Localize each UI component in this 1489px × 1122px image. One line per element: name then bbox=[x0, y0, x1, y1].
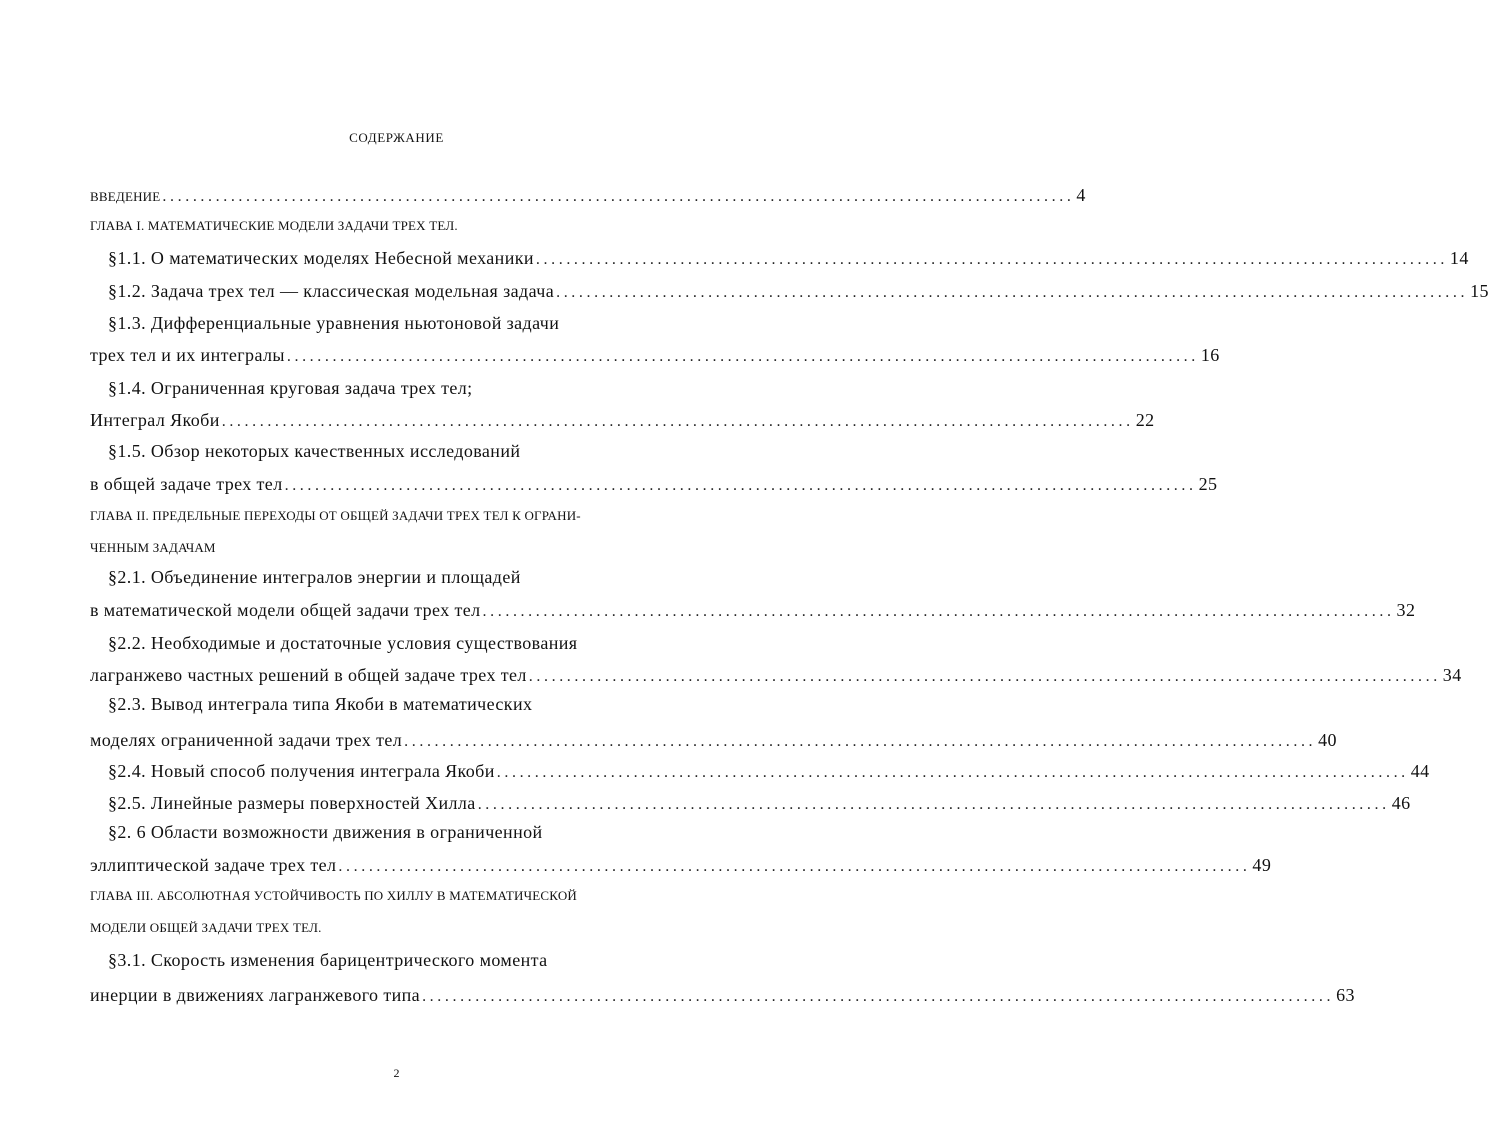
toc-row bbox=[108, 694, 713, 715]
toc-row bbox=[90, 665, 1462, 686]
dot-leader: ........................................................................................................................ bbox=[404, 733, 1317, 750]
toc-row bbox=[108, 822, 713, 843]
dot-leader: ........................................................................................................................ bbox=[528, 668, 1441, 685]
toc-row bbox=[90, 218, 713, 234]
toc-page-number: 63 bbox=[1336, 985, 1355, 1005]
page-title: СОДЕРЖАНИЕ bbox=[349, 130, 444, 145]
toc-page-number: 14 bbox=[1449, 248, 1469, 268]
toc-page-number: 4 bbox=[1076, 185, 1086, 205]
dot-leader: ........................................................................................................................ bbox=[556, 284, 1469, 301]
dot-leader: ........................................................................................................................ bbox=[482, 603, 1395, 620]
dot-leader: ........................................................................................................................ bbox=[496, 764, 1409, 781]
toc-page-number: 34 bbox=[1442, 665, 1462, 685]
dot-leader: ........................................................................................................................ bbox=[422, 988, 1335, 1005]
toc-entry-title: §2.5. Линейные размеры поверхностей Хилла bbox=[108, 793, 476, 813]
toc-entry-title: трех тел и их интегралы bbox=[90, 345, 285, 365]
toc-entry-title: §1.1. О математических моделях Небесной механики bbox=[108, 248, 534, 268]
toc-row bbox=[108, 633, 713, 654]
toc-row bbox=[108, 761, 1430, 782]
toc-row bbox=[108, 248, 1469, 269]
toc-page-number: 25 bbox=[1198, 474, 1218, 494]
toc-entry-title: МОДЕЛИ ОБЩЕЙ ЗАДАЧИ ТРЕХ ТЕЛ. bbox=[90, 920, 322, 935]
toc-row bbox=[90, 600, 1416, 621]
toc-entry-title: эллиптической задаче трех тел bbox=[90, 855, 337, 875]
toc-page-number: 44 bbox=[1410, 761, 1430, 781]
dot-leader: ........................................................................................................................ bbox=[162, 188, 1075, 205]
toc-row bbox=[90, 855, 1272, 876]
toc-entry-title: §1.2. Задача трех тел — классическая модельная задача bbox=[108, 281, 555, 301]
toc-entry-title: §1.5. Обзор некоторых качественных исследований bbox=[108, 441, 521, 461]
toc-row bbox=[108, 950, 713, 971]
toc-page-number: 16 bbox=[1200, 345, 1220, 365]
toc-entry-title: ВВЕДЕНИЕ bbox=[90, 189, 161, 204]
toc-row bbox=[90, 345, 1220, 366]
toc-row bbox=[90, 410, 1155, 431]
toc-row bbox=[108, 567, 713, 588]
toc-entry-title: ГЛАВА I. МАТЕМАТИЧЕСКИЕ МОДЕЛИ ЗАДАЧИ ТРЕХ ТЕЛ. bbox=[90, 218, 458, 233]
dot-leader: ........................................................................................................................ bbox=[221, 413, 1134, 430]
toc-entry-title: §2.1. Объединение интегралов энергии и площадей bbox=[108, 567, 521, 587]
toc-row bbox=[90, 185, 1086, 206]
dot-leader: ........................................................................................................................ bbox=[535, 251, 1448, 268]
toc-entry-title: §1.4. Ограниченная круговая задача трех тел; bbox=[108, 378, 473, 398]
toc-entry-title: лагранжево частных решений в общей задаче трех тел bbox=[90, 665, 527, 685]
toc-entry-title: в математической модели общей задачи трех тел bbox=[90, 600, 481, 620]
toc-entry-title: §2.3. Вывод интеграла типа Якоби в математических bbox=[108, 694, 533, 714]
toc-row bbox=[90, 888, 713, 904]
toc-page-number: 40 bbox=[1318, 730, 1337, 750]
toc-entry-title: ГЛАВА II. ПРЕДЕЛЬНЫЕ ПЕРЕХОДЫ ОТ ОБЩЕЙ ЗАДАЧИ ТРЕХ ТЕЛ К ОГРАНИ- bbox=[90, 508, 581, 523]
toc-entry-title: ГЛАВА III. АБСОЛЮТНАЯ УСТОЙЧИВОСТЬ ПО ХИЛЛУ В МАТЕМАТИЧЕСКОЙ bbox=[90, 888, 578, 903]
toc-row bbox=[108, 281, 1489, 302]
page-number: 2 bbox=[393, 1066, 400, 1080]
toc-row bbox=[90, 730, 1337, 751]
toc-entry-title: моделях ограниченной задачи трех тел bbox=[90, 730, 403, 750]
toc-row bbox=[108, 793, 1411, 814]
toc-row bbox=[108, 378, 713, 399]
toc-page-number: 22 bbox=[1135, 410, 1155, 430]
toc-row bbox=[90, 985, 1355, 1006]
toc-entry-title: в общей задаче трех тел bbox=[90, 474, 283, 494]
toc-entry-title: инерции в движениях лагранжевого типа bbox=[90, 985, 421, 1005]
toc-entry-title: Интеграл Якоби bbox=[90, 410, 220, 430]
toc-page-number: 32 bbox=[1396, 600, 1416, 620]
dot-leader: ........................................................................................................................ bbox=[338, 858, 1251, 875]
toc-entry-title: ЧЕННЫМ ЗАДАЧАМ bbox=[90, 540, 216, 555]
toc-entry-title: §3.1. Скорость изменения барицентрического момента bbox=[108, 950, 548, 970]
toc-row bbox=[90, 474, 1218, 495]
toc-entry-title: §2.4. Новый способ получения интеграла Якоби bbox=[108, 761, 495, 781]
dot-leader: ........................................................................................................................ bbox=[286, 348, 1199, 365]
toc-row bbox=[90, 920, 713, 936]
dot-leader: ........................................................................................................................ bbox=[477, 796, 1390, 813]
dot-leader: ........................................................................................................................ bbox=[284, 477, 1197, 494]
toc-entry-title: §2.2. Необходимые и достаточные условия существования bbox=[108, 633, 578, 653]
toc-row bbox=[108, 441, 713, 462]
toc-entry-title: §2. 6 Области возможности движения в ограниченной bbox=[108, 822, 543, 842]
toc-page-number: 49 bbox=[1252, 855, 1272, 875]
toc-row bbox=[90, 540, 713, 556]
toc-page-number: 46 bbox=[1391, 793, 1411, 813]
toc-row bbox=[90, 508, 713, 524]
toc-entry-title: §1.3. Дифференциальные уравнения ньютоновой задачи bbox=[108, 313, 560, 333]
toc-page-number: 15 bbox=[1470, 281, 1489, 301]
toc-row bbox=[108, 313, 713, 334]
